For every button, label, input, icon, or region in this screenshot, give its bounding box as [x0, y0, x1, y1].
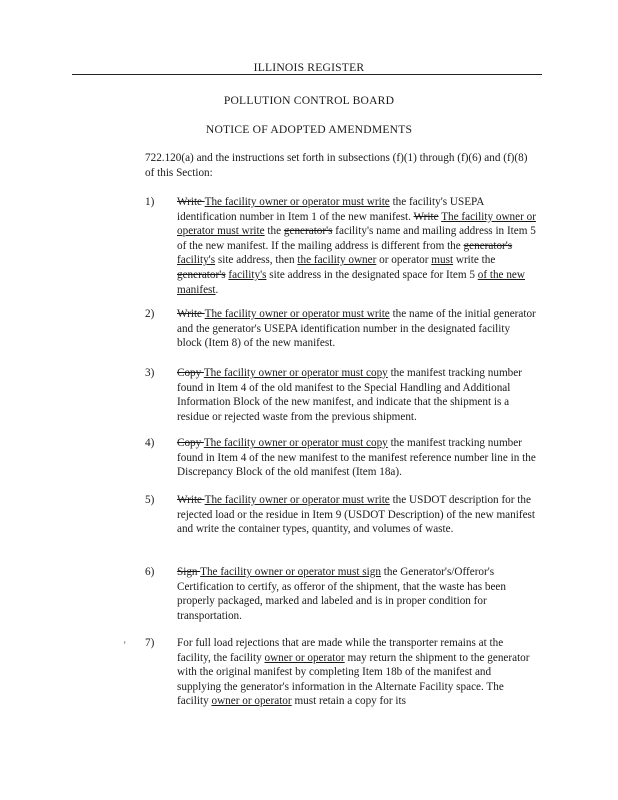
deleted-text: Copy	[177, 367, 204, 379]
item-text	[177, 436, 537, 480]
deleted-text: Copy	[177, 437, 204, 449]
register-title: ILLINOIS REGISTER	[253, 61, 365, 74]
text-run: or operator	[376, 254, 432, 267]
item-number: 5)	[145, 494, 155, 506]
notice-title: NOTICE OF ADOPTED AMENDMENTS	[205, 123, 413, 136]
inserted-text: facility's	[177, 254, 216, 267]
header-rule	[72, 74, 542, 75]
text-run: the Generator's/Offeror's Certification to certify, as offeror of the shipment, that the waste has been properly packaged, marked and labeled and is in proper condition for transportation.	[177, 566, 506, 622]
item-number: 3)	[145, 367, 155, 379]
text-run: the manifest tracking number found in Item 4 of the old manifest to the Special Handling and Additional Information Block of the new manifest, and indicate that the shipment is a residue or rejected waste from the previous shipment.	[177, 367, 522, 423]
text-run: site address, then	[215, 254, 298, 267]
inserted-text: The facility owner or operator must write	[204, 494, 390, 506]
item-text	[177, 195, 537, 297]
item-text	[177, 565, 537, 623]
inserted-text: facility's	[228, 268, 267, 281]
deleted-text: Sign	[177, 566, 201, 578]
item-text	[177, 366, 537, 424]
item-number: 2)	[145, 308, 155, 320]
inserted-text: The facility owner or operator must write	[204, 196, 390, 208]
item-text	[177, 307, 537, 351]
text-run: .	[215, 283, 219, 296]
text-run: For full load rejections that are made while the transporter remains at the facility, the facility	[177, 637, 504, 664]
inserted-text: must	[431, 254, 454, 267]
text-run: the facility's USEPA identification number in Item 1 of the new manifest.	[177, 196, 484, 223]
inserted-text: owner or operator	[211, 695, 292, 708]
item-text	[177, 493, 537, 537]
margin-mark: '	[124, 640, 126, 650]
text-run: must retain a copy for its	[291, 695, 406, 708]
text-run: the manifest tracking number found in Item 4 of the new manifest to the manifest reference number line in the Discrepancy Block of the old manifest (Item 18a).	[177, 437, 536, 479]
text-run: may return the shipment to the generator with the original manifest by completing Item 18b of the manifest and supplying the generator's information in the Alternate Facility space. The facility	[177, 651, 530, 708]
deleted-text: generator's	[177, 268, 226, 281]
inserted-text: The facility owner or operator must write	[177, 210, 536, 238]
item-text	[177, 636, 537, 709]
item-number: 7)	[145, 637, 155, 649]
item-number: 1)	[145, 196, 155, 208]
deleted-text: generator's	[463, 239, 513, 252]
intro-paragraph: 722.120(a) and the instructions set forth in subsections (f)(1) through (f)(6) and (f)(8) of this Section:	[145, 152, 528, 179]
deleted-text: Write	[413, 210, 439, 223]
deleted-text: Write	[177, 196, 205, 208]
text-run: the	[264, 225, 284, 238]
text-run: write the	[453, 254, 496, 267]
text-run: facility's name and mailing address in Item 5 of the new manifest. If the mailing address is different from the	[177, 225, 536, 252]
text-run: the name of the initial generator and the generator's USEPA identification number in the designated facility block (Item 8) of the new manifest.	[177, 308, 536, 350]
inserted-text: The facility owner or operator must write	[204, 308, 390, 320]
item-number: 4)	[145, 437, 155, 449]
inserted-text: The facility owner or operator must copy	[203, 367, 388, 379]
deleted-text: generator's	[283, 225, 333, 238]
text-run: the USDOT description for the rejected load or the residue in Item 9 (USDOT Description) of the new manifest and write the container types, quantity, and volumes of waste.	[177, 494, 535, 536]
inserted-text: the facility owner	[297, 254, 377, 267]
inserted-text: The facility owner or operator must copy	[203, 437, 388, 449]
text-run: site address in the designated space for Item 5	[266, 268, 478, 281]
item-number: 6)	[145, 566, 155, 578]
deleted-text: Write	[177, 494, 205, 506]
deleted-text: Write	[177, 308, 205, 320]
inserted-text: owner or operator	[264, 651, 345, 664]
inserted-text: The facility owner or operator must sign	[200, 566, 381, 578]
board-name: POLLUTION CONTROL BOARD	[223, 94, 395, 107]
inserted-text: of the new manifest	[177, 268, 525, 296]
